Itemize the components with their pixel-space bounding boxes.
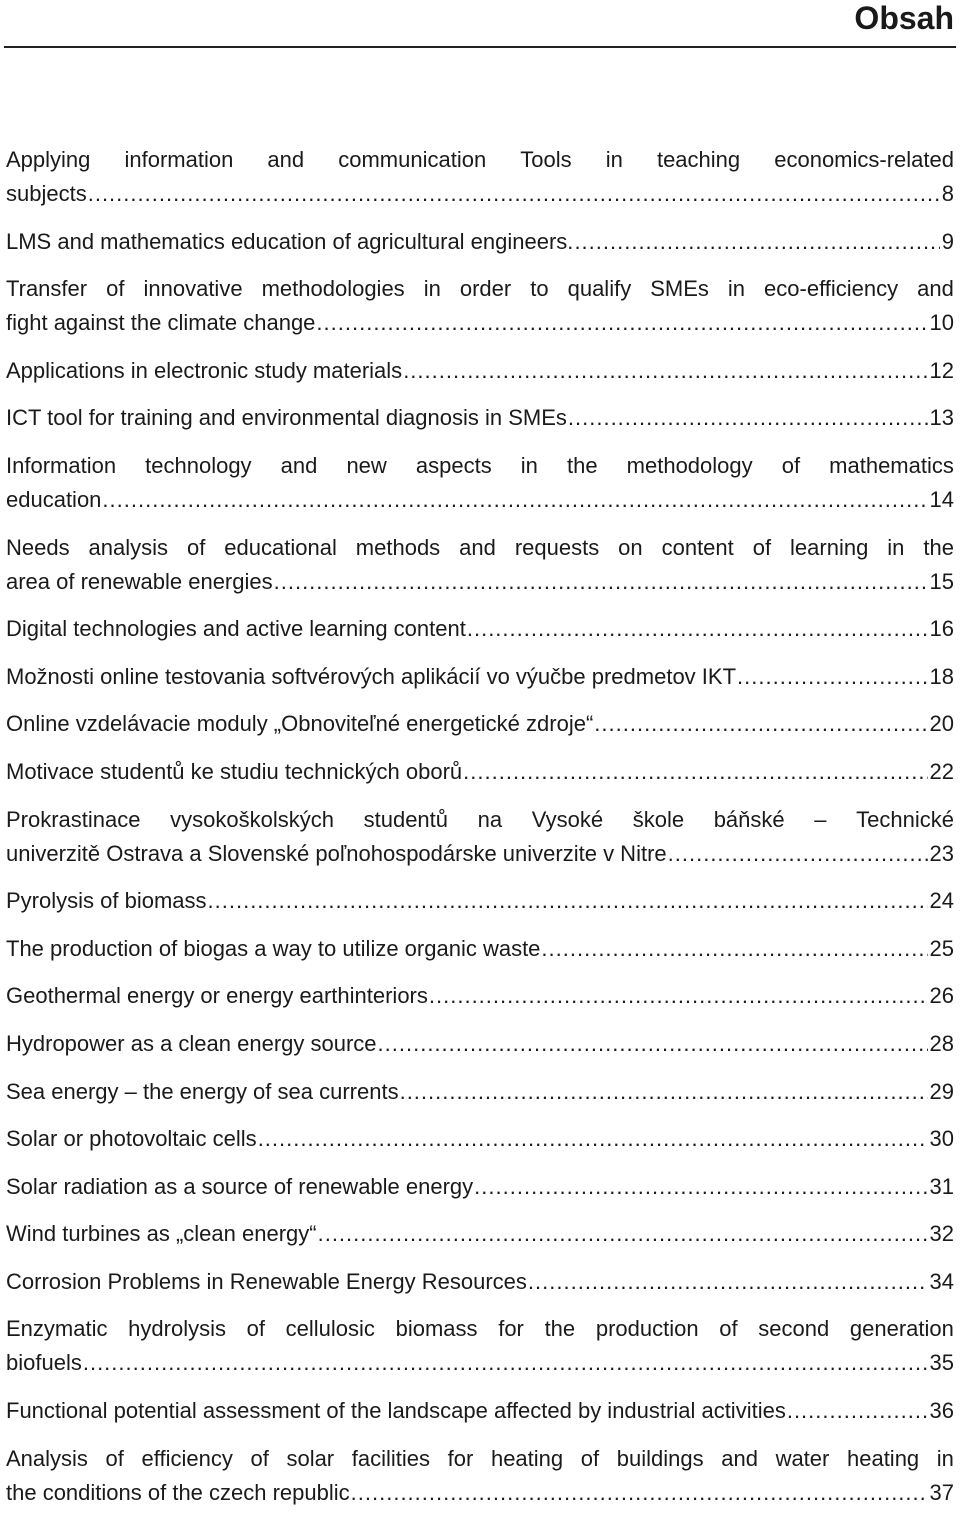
dot-leader	[400, 1075, 928, 1109]
dot-leader	[318, 1217, 928, 1251]
toc-entry[interactable]	[6, 354, 954, 388]
dot-leader	[403, 354, 927, 388]
dot-leader	[351, 1476, 928, 1510]
toc-entry-title-line: Transfer of innovative methodologies in order to qualify SMEs in eco-efficiency and	[6, 276, 954, 302]
toc-entry[interactable]	[6, 1027, 954, 1061]
dot-leader	[429, 979, 928, 1013]
toc-entry[interactable]	[6, 225, 954, 259]
dot-leader	[208, 884, 928, 918]
toc-entry-page-number: 25	[929, 935, 954, 961]
toc-entry[interactable]	[6, 531, 954, 599]
dot-leader	[474, 1170, 927, 1204]
toc-entry-page-number: 31	[929, 1173, 954, 1199]
toc-entry[interactable]	[6, 1265, 954, 1299]
toc-entry[interactable]	[6, 272, 954, 340]
toc-entry-title: Solar radiation as a source of renewable energy	[6, 1173, 474, 1199]
toc-entry[interactable]	[6, 660, 954, 694]
toc-entry-page-number: 23	[929, 840, 954, 866]
toc-entry-page-number: 34	[929, 1268, 954, 1294]
toc-entry-title: univerzitě Ostrava a Slovenské poľnohospodárske univerzite v Nitre	[6, 840, 667, 866]
toc-entry-title: education	[6, 486, 102, 512]
heading-divider	[4, 46, 956, 48]
toc-entry-title: Digital technologies and active learning content	[6, 616, 466, 642]
toc-entry-page-number: 32	[929, 1221, 954, 1247]
toc-entry[interactable]	[6, 612, 954, 646]
toc-entry-page-number: 28	[929, 1030, 954, 1056]
dot-leader	[568, 401, 928, 435]
toc-entry-title: Applications in electronic study materials	[6, 357, 403, 383]
toc-entry-title: the conditions of the czech republic	[6, 1479, 350, 1505]
toc-entry[interactable]	[6, 979, 954, 1013]
table-of-contents	[6, 143, 954, 1523]
toc-entry-page-number: 12	[929, 357, 954, 383]
toc-entry-page-number: 36	[929, 1398, 954, 1424]
toc-entry-title: Geothermal energy or energy earthinteriors	[6, 983, 428, 1009]
dot-leader	[258, 1122, 928, 1156]
toc-entry[interactable]	[6, 1442, 954, 1510]
dot-leader	[463, 755, 927, 789]
toc-entry[interactable]	[6, 401, 954, 435]
toc-entry[interactable]	[6, 449, 954, 517]
toc-entry-title-line: Prokrastinace vysokoškolských studentů na Vysoké škole báňské – Technické	[6, 806, 954, 832]
dot-leader	[668, 837, 928, 871]
toc-entry-page-number: 18	[929, 663, 954, 689]
toc-entry-title: Functional potential assessment of the landscape affected by industrial activities	[6, 1398, 786, 1424]
dot-leader	[787, 1394, 928, 1428]
page-title: Obsah	[854, 0, 954, 36]
toc-entry-page-number: 10	[929, 310, 954, 336]
toc-entry-title: area of renewable energies	[6, 568, 273, 594]
dot-leader	[102, 483, 927, 517]
toc-entry-title-line: Enzymatic hydrolysis of cellulosic biomass for the production of second generation	[6, 1316, 954, 1342]
toc-entry[interactable]	[6, 1312, 954, 1380]
toc-entry[interactable]	[6, 143, 954, 211]
toc-entry-title: ICT tool for training and environmental diagnosis in SMEs	[6, 405, 567, 431]
toc-entry-title: Motivace studentů ke studiu technických oborů	[6, 758, 463, 784]
toc-entry-title: Solar or photovoltaic cells	[6, 1126, 257, 1152]
toc-entry-page-number: 35	[929, 1350, 954, 1376]
toc-entry-page-number: 24	[929, 888, 954, 914]
toc-entry[interactable]	[6, 755, 954, 789]
toc-entry[interactable]	[6, 884, 954, 918]
toc-entry-title: LMS and mathematics education of agricultural engineers.	[6, 228, 574, 254]
toc-entry-page-number: 26	[929, 983, 954, 1009]
toc-entry-title: Wind turbines as „clean energy“	[6, 1221, 317, 1247]
toc-entry-title: Hydropower as a clean energy source	[6, 1030, 377, 1056]
dot-leader	[737, 660, 927, 694]
dot-leader	[541, 932, 927, 966]
toc-entry[interactable]	[6, 707, 954, 741]
toc-entry[interactable]	[6, 1217, 954, 1251]
toc-entry-title: Corrosion Problems in Renewable Energy Resources	[6, 1268, 527, 1294]
dot-leader	[467, 612, 928, 646]
toc-entry-title: biofuels	[6, 1350, 82, 1376]
toc-entry-page-number: 14	[929, 486, 954, 512]
toc-entry-title: subjects	[6, 181, 87, 206]
dot-leader	[528, 1265, 928, 1299]
toc-entry-page-number: 20	[929, 711, 954, 737]
toc-entry[interactable]	[6, 1075, 954, 1109]
toc-entry-title-line: Information technology and new aspects in the methodology of mathematics	[6, 452, 954, 478]
toc-entry-page-number: 29	[929, 1078, 954, 1104]
toc-entry-page-number: 8	[941, 181, 954, 206]
toc-entry-title: Možnosti online testovania softvérových aplikácií vo výučbe predmetov IKT	[6, 663, 737, 689]
toc-entry-page-number: 13	[929, 405, 954, 431]
toc-entry-page-number: 37	[929, 1479, 954, 1505]
toc-entry-page-number: 30	[929, 1126, 954, 1152]
toc-entry[interactable]	[6, 1394, 954, 1428]
toc-entry-title-line: Analysis of efficiency of solar facilities for heating of buildings and water heating in	[6, 1445, 954, 1471]
toc-entry-title-line: Needs analysis of educational methods and requests on content of learning in the	[6, 534, 954, 560]
toc-entry[interactable]	[6, 932, 954, 966]
toc-entry[interactable]	[6, 1122, 954, 1156]
toc-entry-title: Sea energy – the energy of sea currents	[6, 1078, 399, 1104]
toc-entry[interactable]	[6, 803, 954, 871]
toc-entry-title-line: Applying information and communication Tools in teaching economics-related	[6, 147, 954, 172]
dot-leader	[594, 707, 927, 741]
dot-leader	[274, 565, 928, 599]
dot-leader	[83, 1346, 928, 1380]
dot-leader	[378, 1027, 928, 1061]
dot-leader	[574, 225, 939, 259]
toc-entry-title: Pyrolysis of biomass	[6, 888, 207, 914]
toc-entry-page-number: 22	[929, 758, 954, 784]
dot-leader	[88, 177, 940, 211]
toc-entry-page-number: 16	[929, 616, 954, 642]
toc-entry-page-number: 9	[941, 228, 954, 254]
dot-leader	[316, 306, 927, 340]
toc-entry-title: The production of biogas a way to utilize organic waste	[6, 935, 541, 961]
toc-entry-title: Online vzdelávacie moduly „Obnoviteľné energetické zdroje“	[6, 711, 594, 737]
toc-entry[interactable]	[6, 1170, 954, 1204]
toc-entry-page-number: 15	[929, 568, 954, 594]
toc-entry-title: fight against the climate change	[6, 310, 316, 336]
